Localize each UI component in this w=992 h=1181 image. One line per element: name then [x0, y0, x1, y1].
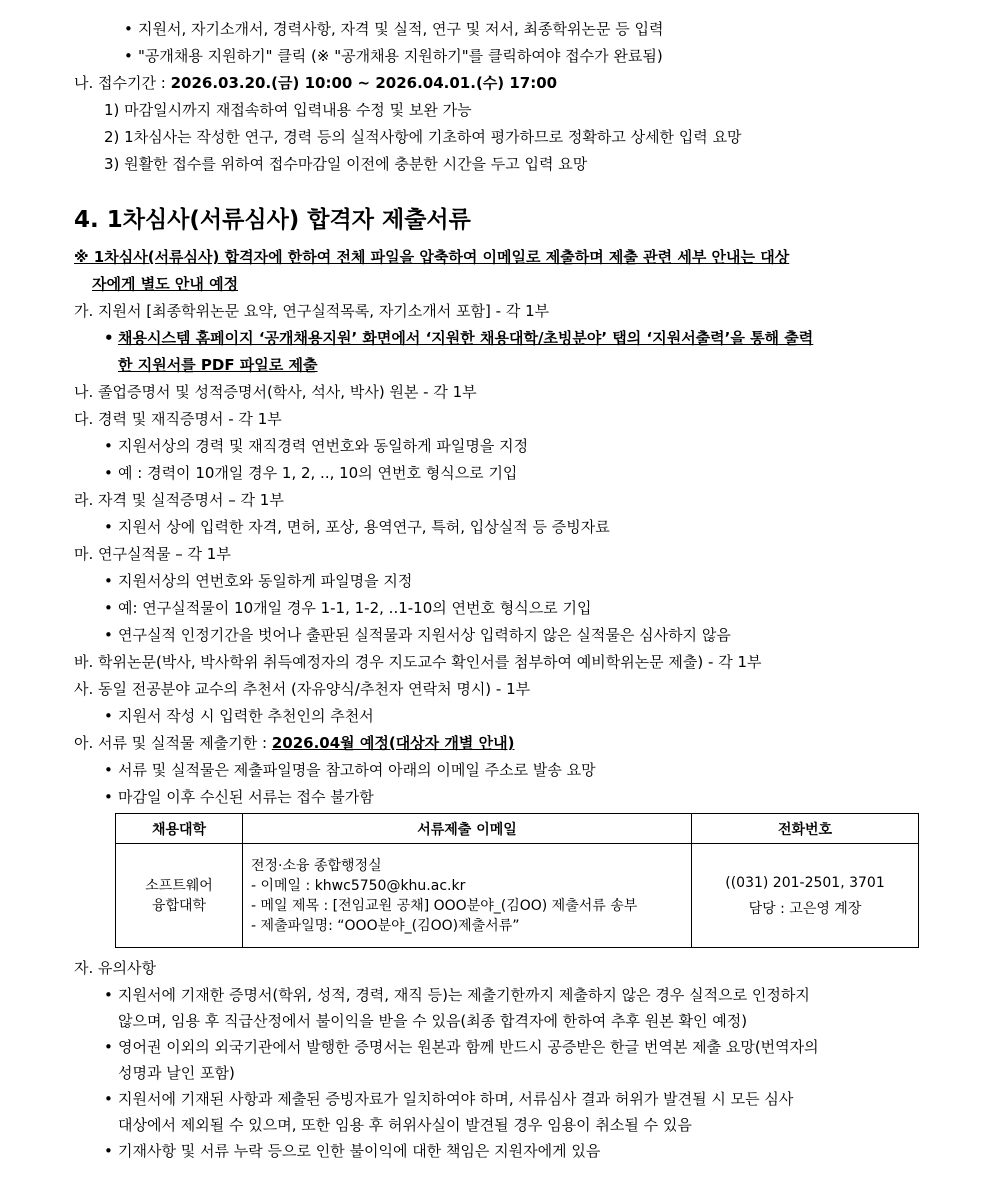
note-bullet-1-cont: 않으며, 임용 후 직급산정에서 불이익을 받을 수 있음(최종 합격자에 한하여 추후 원본 확인 예정) [118, 1012, 748, 1030]
bullet-text: "공개채용 지원하기" 클릭 (※ "공개채용 지원하기"를 클릭하여야 접수가 완료됨) [138, 47, 663, 65]
note-bullet-1 [104, 982, 810, 1008]
bullet-text: 서류 및 실적물은 제출파일명을 참고하여 아래의 이메일 주소로 발송 요망 [118, 761, 596, 779]
bullet-text: 채용시스템 홈페이지 ‘공개채용지원’ 화면에서 ‘지원한 채용대학/초빙분야’ 탭의 ‘지원서출력’을 통해 출력 [118, 329, 814, 347]
submission-table [115, 813, 919, 948]
reception-note-1: 1) 마감일시까지 재접속하여 입력내용 수정 및 보완 가능 [104, 101, 472, 119]
item-da-bullet-1 [104, 433, 528, 459]
reception-dates: 2026.03.20.(금) 10:00 ~ 2026.04.01.(수) 17:00 [170, 74, 558, 92]
deadline-value: 2026.04월 예정(대상자 개별 안내) [271, 734, 515, 752]
email-cell [243, 844, 692, 948]
item-ra-bullet [104, 514, 610, 540]
notice-line-1: ※ 1차심사(서류심사) 합격자에 한하여 전체 파일을 압축하여 이메일로 제출하며 제출 관련 세부 안내는 대상 [74, 248, 790, 266]
table-row [116, 844, 919, 948]
item-a [74, 730, 514, 756]
item-ra: 라. 자격 및 실적증명서 – 각 1부 [74, 491, 284, 509]
note-bullet-2 [104, 1034, 819, 1060]
college-name-2: 융합대학 [151, 897, 207, 914]
reception-note-3: 3) 원활한 접수를 위하여 접수마감일 이전에 충분한 시간을 두고 입력 요망 [104, 155, 588, 173]
deadline-label: 아. 서류 및 실적물 제출기한 : [74, 734, 272, 752]
bullet-text: 지원서에 기재된 사항과 제출된 증빙자료가 일치하여야 하며, 서류심사 결과 허위가 발견될 시 모든 심사 [118, 1090, 794, 1108]
bullet-text: 기재사항 및 서류 누락 등으로 인한 불이익에 대한 책임은 지원자에게 있음 [118, 1142, 601, 1160]
notes-title: 자. 유의사항 [74, 959, 156, 977]
email-address[interactable]: - 이메일 : khwc5750@khu.ac.kr [251, 877, 466, 894]
header-phone: 전화번호 [692, 814, 919, 844]
bullet-text: 연구실적 인정기간을 벗어나 출판된 실적물과 지원서상 입력하지 않은 실적물은 심사하지 않음 [118, 626, 731, 644]
reception-note-2: 2) 1차심사는 작성한 연구, 경력 등의 실적사항에 기초하여 평가하므로 정확하고 상세한 입력 요망 [104, 128, 742, 146]
bullet-text: 마감일 이후 수신된 서류는 접수 불가함 [118, 788, 374, 806]
apply-click-bullet [124, 43, 663, 69]
file-name: - 제출파일명: “OOO분야_(김OO)제출서류” [251, 917, 520, 934]
bullet-text: 지원서에 기재한 증명서(학위, 성적, 경력, 재직 등)는 제출기한까지 제출하지 않은 경우 실적으로 인정하지 [118, 986, 810, 1004]
note-bullet-2-cont: 성명과 날인 포함) [118, 1064, 235, 1082]
apply-input-bullet [124, 16, 663, 42]
item-ma-bullet-2 [104, 595, 591, 621]
office-name: 전정·소융 종합행정실 [251, 857, 382, 874]
bullet-text: 지원서 상에 입력한 자격, 면허, 포상, 용역연구, 특허, 입상실적 등 증빙자료 [118, 518, 610, 536]
header-email: 서류제출 이메일 [243, 814, 692, 844]
item-a-bullet-1 [104, 757, 596, 783]
item-ma: 마. 연구실적물 – 각 1부 [74, 545, 231, 563]
phone-cell [692, 844, 919, 948]
table-header-row [116, 814, 919, 844]
email-subject: - 메일 제목 : [전임교원 공채] OOO분야_(김OO) 제출서류 송부 [251, 897, 638, 914]
college-cell [116, 844, 243, 948]
reception-label: 나. 접수기간 : [74, 74, 171, 92]
item-ba: 바. 학위논문(박사, 박사학위 취득예정자의 경우 지도교수 확인서를 첨부하여 예비학위논문 제출) - 각 1부 [74, 653, 762, 671]
notice-line-2: 자에게 별도 안내 예정 [92, 275, 239, 293]
item-sa: 사. 동일 전공분야 교수의 추천서 (자유양식/추천자 연락처 명시) - 1부 [74, 680, 531, 698]
item-da: 다. 경력 및 재직증명서 - 각 1부 [74, 410, 282, 428]
bullet-text: 지원서상의 경력 및 재직경력 연번호와 동일하게 파일명을 지정 [118, 437, 529, 455]
item-sa-bullet [104, 703, 374, 729]
item-na: 나. 졸업증명서 및 성적증명서(학사, 석사, 박사) 원본 - 각 1부 [74, 383, 477, 401]
header-college: 채용대학 [116, 814, 243, 844]
item-ga-bullet-cont: 한 지원서를 PDF 파일로 제출 [118, 356, 318, 374]
bullet-text: 영어권 이외의 외국기관에서 발행한 증명서는 원본과 함께 반드시 공증받은 한글 번역본 제출 요망(번역자의 [118, 1038, 819, 1056]
section-title: 4. 1차심사(서류심사) 합격자 제출서류 [74, 207, 471, 233]
note-bullet-3-cont: 대상에서 제외될 수 있으며, 또한 임용 후 허위사실이 발견될 경우 임용이 취소될 수 있음 [118, 1116, 692, 1134]
phone-number: ((031) 201-2501, 3701 [725, 874, 885, 891]
item-ma-bullet-1 [104, 568, 412, 594]
college-name-1: 소프트웨어 [145, 877, 213, 894]
bullet-text: 지원서, 자기소개서, 경력사항, 자격 및 실적, 연구 및 저서, 최종학위논문 등 입력 [138, 20, 664, 38]
bullet-text: 지원서 작성 시 입력한 추천인의 추천서 [118, 707, 374, 725]
item-ga-bullet [104, 325, 813, 351]
item-ma-bullet-3 [104, 622, 731, 648]
item-a-bullet-2 [104, 784, 374, 810]
bullet-text: 지원서상의 연번호와 동일하게 파일명을 지정 [118, 572, 413, 590]
contact-person: 담당 : 고은영 계장 [748, 900, 862, 917]
reception-period [74, 70, 557, 96]
item-da-bullet-2 [104, 460, 517, 486]
note-bullet-3 [104, 1086, 793, 1112]
bullet-text: 예: 연구실적물이 10개일 경우 1-1, 1-2, ..1-10의 연번호 형식으로 기입 [118, 599, 592, 617]
item-ga: 가. 지원서 [최종학위논문 요약, 연구실적목록, 자기소개서 포함] - 각 1부 [74, 302, 550, 320]
note-bullet-4 [104, 1138, 600, 1164]
bullet-text: 예 : 경력이 10개일 경우 1, 2, .., 10의 연번호 형식으로 기입 [118, 464, 518, 482]
